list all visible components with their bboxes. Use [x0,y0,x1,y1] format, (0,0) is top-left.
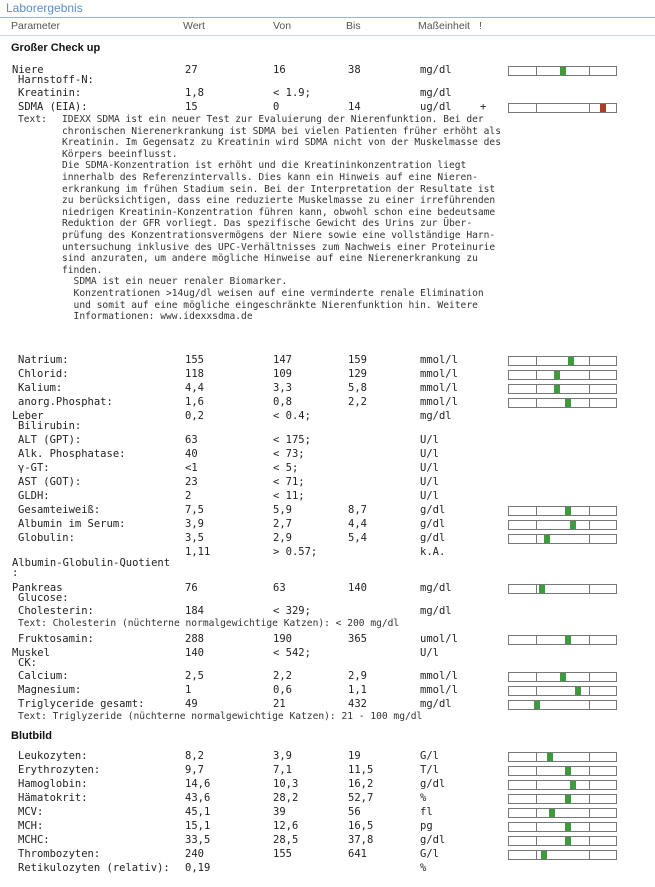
range-tick [536,753,537,761]
range-low: 190 [273,633,292,645]
range-low: < 11; [273,490,305,502]
value-marker [554,385,560,393]
unit: g/dl [420,532,446,544]
range-high: 5,4 [348,532,367,544]
range-high: 11,5 [348,764,374,776]
range-low: 21 [273,698,286,710]
range-low: 0,6 [273,684,292,696]
range-tick [536,636,537,644]
unit: U/l [420,476,439,488]
table-row [0,805,655,819]
unit: umol/l [420,633,458,645]
param-name: MCH: [18,820,44,832]
table-row [0,847,655,861]
unit: % [420,792,427,804]
param-name: ALT (GPT): [18,434,82,446]
table-row [0,791,655,805]
unit: g/dl [420,504,446,516]
table-row [0,632,655,646]
range-high: 140 [348,582,367,594]
range-low: 28,2 [273,792,299,804]
value: 9,7 [185,764,204,776]
range-bar [508,752,617,762]
table-row [0,833,655,847]
range-bar [508,356,617,366]
value-marker [554,371,560,379]
value: 184 [185,605,204,617]
range-high: 56 [348,806,361,818]
param-name: Leber [12,410,44,422]
range-tick [589,823,590,831]
range-tick [536,767,537,775]
range-bar [508,836,617,846]
value-marker [600,104,606,112]
range-bar [508,534,617,544]
range-low: < 5; [273,462,299,474]
param-name: Kalium: [18,382,63,394]
param-name: Thrombozyten: [18,848,101,860]
value-marker [549,809,555,817]
range-low: 155 [273,848,292,860]
value-marker [547,753,553,761]
value: 2,5 [185,670,204,682]
range-bar [508,822,617,832]
range-tick [589,851,590,859]
col-bis: Bis [346,20,361,32]
value-marker [570,781,576,789]
value: 140 [185,647,204,659]
unit: % [420,862,427,874]
table-row [0,86,655,100]
range-tick [589,521,590,529]
range-tick [536,399,537,407]
range-tick [589,399,590,407]
range-high: 129 [348,368,367,380]
param-name: Muskel [12,647,50,659]
unit: mg/dl [420,605,452,617]
range-bar [508,700,617,710]
table-row [0,517,655,531]
value-marker [565,399,571,407]
range-tick [589,767,590,775]
value: 23 [185,476,198,488]
value: 1,8 [185,87,204,99]
param-name: Bilirubin: [18,420,82,432]
range-tick [536,535,537,543]
range-tick [589,371,590,379]
unit: U/l [420,647,439,659]
range-tick [536,823,537,831]
value-marker [544,535,550,543]
table-row [0,447,655,461]
value-marker [565,767,571,775]
range-tick [589,701,590,709]
range-low: < 542; [273,647,311,659]
range-tick [589,385,590,393]
param-name: Harnstoff-N: [18,74,94,86]
col-param: Parameter [11,20,61,32]
range-tick [589,636,590,644]
value-marker [565,795,571,803]
table-row [0,861,655,875]
range-high: 19 [348,750,361,762]
value: <1 [185,462,198,474]
unit: g/dl [420,518,446,530]
value-marker [565,636,571,644]
range-high: 4,4 [348,518,367,530]
table-row [0,531,655,545]
range-bar [508,794,617,804]
unit: mg/dl [420,410,452,422]
value: 288 [185,633,204,645]
param-name: γ-GT: [18,462,50,474]
value: 8,2 [185,750,204,762]
unit: mmol/l [420,684,458,696]
unit: mg/dl [420,64,452,76]
range-high: 8,7 [348,504,367,516]
range-tick [589,687,590,695]
table-row [0,777,655,791]
range-low: 63 [273,582,286,594]
value: 3,9 [185,518,204,530]
range-low: 39 [273,806,286,818]
value-marker [575,687,581,695]
param-name: Fruktosamin: [18,633,94,645]
value: 4,4 [185,382,204,394]
value: 14,6 [185,778,211,790]
range-high: 1,1 [348,684,367,696]
value: 1,6 [185,396,204,408]
range-bar [508,384,617,394]
unit: mmol/l [420,354,458,366]
table-row [0,100,655,114]
unit: mg/dl [420,698,452,710]
table-row [0,503,655,517]
range-high: 16,2 [348,778,374,790]
range-tick [536,673,537,681]
value-marker [570,521,576,529]
param-name: Hämatokrit: [18,792,88,804]
range-tick [589,795,590,803]
flag-indicator: + [480,101,487,113]
range-tick [589,507,590,515]
range-low: 28,5 [273,834,299,846]
value: 76 [185,582,198,594]
cholesterin-text: Text: Cholesterin (nüchterne normalgewichtige Katzen): < 200 mg/dl [18,618,400,629]
range-bar [508,520,617,530]
range-low: 16 [273,64,286,76]
unit: U/l [420,434,439,446]
range-low: 10,3 [273,778,299,790]
table-row [0,419,655,433]
table-row [0,461,655,475]
range-tick [536,837,537,845]
range-bar [508,398,617,408]
table-row [0,763,655,777]
range-bar [508,780,617,790]
triglyzeride-text: Text: Triglyzeride (nüchterne normalgewichtige Katzen): 21 - 100 mg/dl [18,711,423,722]
range-tick [536,385,537,393]
range-bar [508,672,617,682]
col-von: Von [273,20,292,32]
range-low: 5,9 [273,504,292,516]
range-low: 12,6 [273,820,299,832]
param-name: Globulin: [18,532,75,544]
col-flag: ! [479,20,482,32]
value: 63 [185,434,198,446]
table-row [0,749,655,763]
sdma-text-body: IDEXX SDMA ist ein neuer Test zur Evaluierung der Nierenfunktion. Bei der chronischen Nierenerkrankung ist SDMA bei vielen Patienten früher erhöht als Kreatinin. Im Gegensatz zu Kreatinin wird SDMA nicht von der Muskelmasse des Körpers beeinflusst. Die SDMA-Konzentration ist erhöht und die Kreatininkonzentration liegt innerhalb des Referenzintervalls. Dies kann ein Hinweis auf eine Nieren- erkrankung im frühen Stadium sein. Bei der Interpretation der Resultate ist zu berücksichtigen, dass eine reduzierte Muskelmasse zu einer irreführenden niedrigen Kreatinin-Konzentration führen kann, obwohl schon eine bedeutsame Reduktion der GFR vorliegt. Das spezifische Gewicht des Urins zur Über- prüfung des Konzentrationsvermögens der Niere sowie eine vollständige Harn- untersuchung inklusive des UPC-Verhältnisses zum Nachweis einer Proteinurie sind anzuraten, um andere mögliche Hinweise auf eine Nierenerkrankung zu finden. SDMA ist ein neuer renaler Biomarker. Konzentrationen >14ug/dl weisen auf eine verminderte renale Elimination und somit auf eine mögliche eingeschränkte Nierenfunktion hin. Weitere Informationen: www.idexxsdma.de [62,114,501,323]
unit: T/l [420,764,439,776]
value: 27 [185,64,198,76]
range-tick [536,781,537,789]
value: 33,5 [185,834,211,846]
range-bar [508,808,617,818]
table-row [0,656,655,670]
value: 40 [185,448,198,460]
table-row [0,381,655,395]
range-tick [589,781,590,789]
value-marker [565,507,571,515]
unit: mmol/l [420,382,458,394]
unit: U/l [420,490,439,502]
unit: G/l [420,848,439,860]
param-name: Alk. Phosphatase: [18,448,126,460]
range-tick [536,507,537,515]
range-low: < 1.9; [273,87,311,99]
table-row [0,433,655,447]
value: 1,11 [185,546,211,558]
value-marker [568,357,574,365]
unit: U/l [420,448,439,460]
param-name: Albumin-Globulin-Quotient [12,557,171,569]
unit: mmol/l [420,368,458,380]
param-name: Gesamteiweiß: [18,504,101,516]
value-marker [565,837,571,845]
range-bar [508,103,617,113]
section-blutbild: Blutbild [11,730,52,742]
table-row [0,697,655,711]
range-high: 37,8 [348,834,374,846]
value: 3,5 [185,532,204,544]
unit: fl [420,806,433,818]
value-marker [541,851,547,859]
col-unit: Maßeinheit [418,20,470,32]
range-bar [508,686,617,696]
table-row [0,367,655,381]
range-tick [536,809,537,817]
range-low: < 175; [273,434,311,446]
range-bar [508,635,617,645]
range-low: 0 [273,101,280,113]
range-low: > 0.57; [273,546,318,558]
range-high: 2,2 [348,396,367,408]
table-row [0,73,655,87]
table-header [0,17,655,36]
range-bar [508,850,617,860]
unit: mmol/l [420,396,458,408]
range-high: 2,9 [348,670,367,682]
value: 49 [185,698,198,710]
value: 0,2 [185,410,204,422]
param-name: Albumin im Serum: [18,518,126,530]
table-row [0,395,655,409]
range-low: 3,9 [273,750,292,762]
param-name: CK: [18,657,37,669]
table-row [0,566,655,580]
range-tick [589,673,590,681]
range-low: < 73; [273,448,305,460]
table-row [0,489,655,503]
unit: mg/dl [420,87,452,99]
range-tick [536,104,537,112]
value-marker [560,673,566,681]
param-name: Hamoglobin: [18,778,88,790]
value: 15 [185,101,198,113]
range-low: 147 [273,354,292,366]
value: 118 [185,368,204,380]
unit: g/dl [420,778,446,790]
range-tick [589,837,590,845]
table-row [0,683,655,697]
range-high: 14 [348,101,361,113]
param-name: Chlorid: [18,368,69,380]
param-name: AST (GOT): [18,476,82,488]
range-tick [589,357,590,365]
range-tick [589,535,590,543]
param-name: Kreatinin: [18,87,82,99]
param-name: Magnesium: [18,684,82,696]
col-wert: Wert [183,20,205,32]
param-name: Calcium: [18,670,69,682]
range-tick [536,687,537,695]
range-low: 0,8 [273,396,292,408]
range-tick [536,795,537,803]
param-name: Leukozyten: [18,750,88,762]
range-tick [536,521,537,529]
value: 1 [185,684,192,696]
range-bar [508,370,617,380]
unit: mg/dl [420,582,452,594]
page-title: Laborergebnis [6,1,83,15]
range-tick [589,809,590,817]
value: 240 [185,848,204,860]
range-high: 5,8 [348,382,367,394]
value-marker [534,701,540,709]
range-low: < 0.4; [273,410,311,422]
param-name: SDMA (EIA): [18,101,88,113]
range-bar [508,506,617,516]
range-low: 2,9 [273,532,292,544]
param-name: Natrium: [18,354,69,366]
param-name: Cholesterin: [18,605,94,617]
value: 155 [185,354,204,366]
unit: pg [420,820,433,832]
range-high: 365 [348,633,367,645]
range-high: 641 [348,848,367,860]
value: 15,1 [185,820,211,832]
range-tick [536,357,537,365]
table-row [0,591,655,605]
param-name: Retikulozyten (relativ): [18,862,170,874]
text-label: Text: [18,114,47,125]
table-row [0,353,655,367]
unit: ug/dl [420,101,452,113]
param-name: Triglyceride gesamt: [18,698,145,710]
range-tick [536,851,537,859]
value: 0,19 [185,862,211,874]
range-high: 432 [348,698,367,710]
unit: G/l [420,750,439,762]
param-name: GLDH: [18,490,50,502]
range-low: < 329; [273,605,311,617]
unit: mmol/l [420,670,458,682]
param-name: MCHC: [18,834,50,846]
range-high: 52,7 [348,792,374,804]
param-name: Erythrozyten: [18,764,101,776]
range-high: 159 [348,354,367,366]
param-name: : [12,567,19,579]
param-name: anorg.Phosphat: [18,396,113,408]
param-name: Niere [12,64,44,76]
unit: U/l [420,462,439,474]
range-low: 7,1 [273,764,292,776]
value: 2 [185,490,192,502]
unit: g/dl [420,834,446,846]
range-tick [536,371,537,379]
unit: k.A. [420,546,446,558]
range-tick [589,104,590,112]
table-row [0,475,655,489]
range-low: 3,3 [273,382,292,394]
value: 7,5 [185,504,204,516]
range-high: 16,5 [348,820,374,832]
table-row [0,604,655,618]
range-tick [589,753,590,761]
param-name: Pankreas [12,582,63,594]
value-marker [565,823,571,831]
range-low: 2,7 [273,518,292,530]
param-name: MCV: [18,806,44,818]
range-low: < 71; [273,476,305,488]
range-high: 38 [348,64,361,76]
section-check-up: Großer Check up [11,42,101,54]
table-row [0,819,655,833]
param-name: Glucose: [18,592,69,604]
range-low: 109 [273,368,292,380]
value: 45,1 [185,806,211,818]
value: 43,6 [185,792,211,804]
table-row [0,669,655,683]
range-bar [508,766,617,776]
range-low: 2,2 [273,670,292,682]
